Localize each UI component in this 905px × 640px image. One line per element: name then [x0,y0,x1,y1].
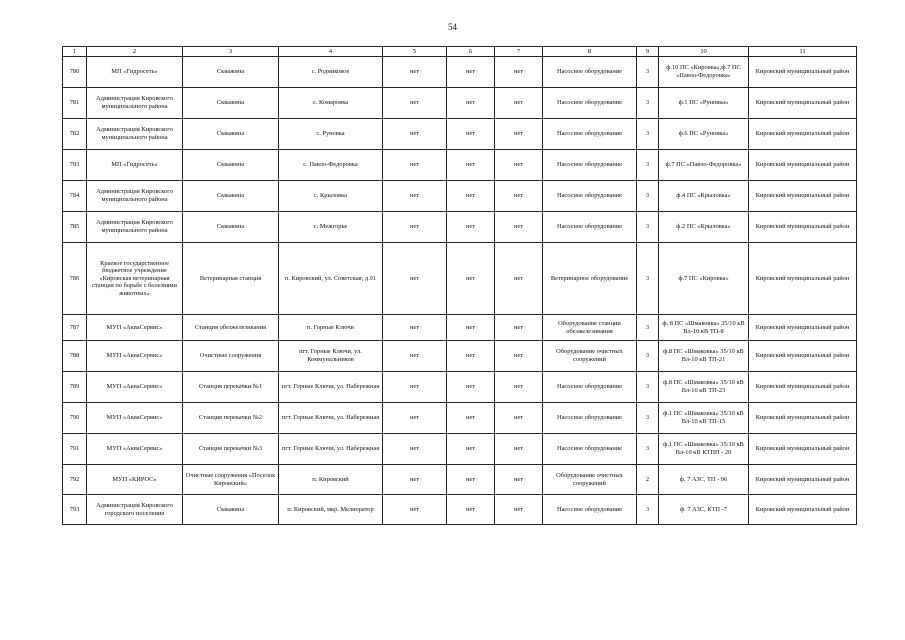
address-cell: с. Павло-Федоровка [279,150,383,181]
category-cell: 3 [637,434,659,465]
col7-cell: нет [495,372,543,403]
district-cell: Кировский муниципальный район [749,372,857,403]
address-cell: с. Руновка [279,119,383,150]
owner-cell: МУП «КИРОС» [87,465,183,495]
owner-cell: Администрация Кировского муниципального района [87,88,183,119]
col7-cell: нет [495,434,543,465]
district-cell: Кировский муниципальный район [749,243,857,315]
table-row [63,341,857,372]
col6-cell: нет [447,403,495,434]
column-header: 1 [63,47,87,57]
facility-cell: Скважина [183,119,279,150]
row-number-cell: 783 [63,150,87,181]
facility-cell: Скважина [183,57,279,88]
col5-cell: нет [383,495,447,525]
col7-cell: нет [495,181,543,212]
col6-cell: нет [447,495,495,525]
column-header: 3 [183,47,279,57]
address-cell: п. Кировский [279,465,383,495]
facility-cell: Станция перекачки №1 [183,372,279,403]
equipment-cell: Оборудование станции обезжелезивания [543,315,637,341]
table-row [63,181,857,212]
row-number-cell: 780 [63,57,87,88]
column-header: 11 [749,47,857,57]
column-header: 2 [87,47,183,57]
row-number-cell: 793 [63,495,87,525]
address-cell: п. Кировский, ул. Советская, д.91 [279,243,383,315]
district-cell: Кировский муниципальный район [749,465,857,495]
col7-cell: нет [495,465,543,495]
power-feeder-cell: ф. 7 АЗС, КТП -7 [659,495,749,525]
district-cell: Кировский муниципальный район [749,181,857,212]
equipment-cell: Насосное оборудование [543,495,637,525]
owner-cell: МП «Гидросеть» [87,57,183,88]
equipment-cell: Насосное оборудование [543,434,637,465]
category-cell: 3 [637,88,659,119]
col7-cell: нет [495,243,543,315]
col5-cell: нет [383,181,447,212]
col5-cell: нет [383,465,447,495]
row-number-cell: 785 [63,212,87,243]
table-row [63,88,857,119]
power-feeder-cell: ф.6 ПС «Руновка» [659,119,749,150]
col6-cell: нет [447,315,495,341]
owner-cell: Администрация Кировского городского поселения [87,495,183,525]
col7-cell: нет [495,119,543,150]
table-row [63,243,857,315]
table-row [63,372,857,403]
col6-cell: нет [447,243,495,315]
facility-cell: Скважина [183,181,279,212]
address-cell: с. Крыловка [279,181,383,212]
facility-cell: Станция перекачки №2 [183,403,279,434]
district-cell: Кировский муниципальный район [749,495,857,525]
district-cell: Кировский муниципальный район [749,57,857,88]
category-cell: 3 [637,57,659,88]
col5-cell: нет [383,315,447,341]
power-feeder-cell: ф.10 ПС «Кировка»,ф.7 ПС «Павло-Федоровка» [659,57,749,88]
owner-cell: МУП «АкваСервис» [87,315,183,341]
column-header: 10 [659,47,749,57]
col5-cell: нет [383,341,447,372]
facility-cell: Очистные сооружения «Поселок Кировский» [183,465,279,495]
table-row [63,315,857,341]
col6-cell: нет [447,434,495,465]
column-header: 4 [279,47,383,57]
address-cell: пгт. Горные Ключи, ул. Набережная [279,434,383,465]
power-feeder-cell: ф.1 ПС «Шмаковка» 35/10 кВ Вл-10 кВ ТП-15 [659,403,749,434]
equipment-cell: Ветеринарное оборудование [543,243,637,315]
owner-cell: МУП «АкваСервис» [87,341,183,372]
equipment-cell: Оборудование очистных сооружений [543,341,637,372]
power-feeder-cell: ф. 7 АЗС, ТП - 96 [659,465,749,495]
district-cell: Кировский муниципальный район [749,403,857,434]
col6-cell: нет [447,341,495,372]
table-row [63,119,857,150]
district-cell: Кировский муниципальный район [749,212,857,243]
power-feeder-cell: ф.4 ПС «Крыловка» [659,181,749,212]
col7-cell: нет [495,403,543,434]
row-number-cell: 784 [63,181,87,212]
row-number-cell: 790 [63,403,87,434]
power-feeder-cell: ф.7 ПС «Павло-Федоровка» [659,150,749,181]
page-number: 54 [448,22,457,32]
category-cell: 3 [637,341,659,372]
col5-cell: нет [383,372,447,403]
table-row [63,403,857,434]
col7-cell: нет [495,341,543,372]
row-number-cell: 786 [63,243,87,315]
address-cell: п. Горные Ключи [279,315,383,341]
district-cell: Кировский муниципальный район [749,434,857,465]
power-feeder-cell: ф.8 ПС «Шмаковка» 35/10 кВ Вл-10 кВ ТП-21 [659,341,749,372]
col7-cell: нет [495,57,543,88]
category-cell: 2 [637,465,659,495]
district-cell: Кировский муниципальный район [749,315,857,341]
col6-cell: нет [447,150,495,181]
col6-cell: нет [447,119,495,150]
owner-cell: МУП «АкваСервис» [87,434,183,465]
col6-cell: нет [447,212,495,243]
column-header: 6 [447,47,495,57]
owner-cell: МП «Гидросеть» [87,150,183,181]
owner-cell: Администрация Кировского муниципального района [87,212,183,243]
address-cell: с. Межгорье [279,212,383,243]
row-number-cell: 788 [63,341,87,372]
owner-cell: МУП «АкваСервис» [87,403,183,434]
address-cell: с. Родниковое [279,57,383,88]
col7-cell: нет [495,315,543,341]
row-number-cell: 792 [63,465,87,495]
power-feeder-cell: ф.1 ПС «Руновка» [659,88,749,119]
power-feeder-cell: ф.2 ПС «Крыловка» [659,212,749,243]
column-number-row [63,47,857,57]
owner-cell: МУП «АкваСервис» [87,372,183,403]
owner-cell: Администрация Кировского муниципального района [87,181,183,212]
col7-cell: нет [495,88,543,119]
category-cell: 3 [637,495,659,525]
column-header: 8 [543,47,637,57]
equipment-cell: Насосное оборудование [543,88,637,119]
table-row [63,212,857,243]
power-feeder-cell: ф.7 ПС «Кировка» [659,243,749,315]
col5-cell: нет [383,243,447,315]
facilities-table [62,46,857,525]
district-cell: Кировский муниципальный район [749,150,857,181]
facility-cell: Скважина [183,495,279,525]
facility-cell: Станция перекачки №3 [183,434,279,465]
district-cell: Кировский муниципальный район [749,341,857,372]
category-cell: 3 [637,315,659,341]
facility-cell: Станция обезжелезивания [183,315,279,341]
column-header: 7 [495,47,543,57]
owner-cell: Краевое государственное бюджетное учреждение «Кировская ветеринарная станция по борьбе с болезнями животных» [87,243,183,315]
col6-cell: нет [447,372,495,403]
row-number-cell: 789 [63,372,87,403]
row-number-cell: 782 [63,119,87,150]
column-header: 9 [637,47,659,57]
power-feeder-cell: ф.1 ПС «Шмаковка» 35/10 кВ Вл-10 кВ КТПН - 20 [659,434,749,465]
equipment-cell: Насосное оборудование [543,372,637,403]
col5-cell: нет [383,88,447,119]
col7-cell: нет [495,150,543,181]
row-number-cell: 781 [63,88,87,119]
category-cell: 3 [637,212,659,243]
equipment-cell: Насосное оборудование [543,119,637,150]
col5-cell: нет [383,119,447,150]
equipment-cell: Оборудование очистных сооружений [543,465,637,495]
address-cell: п. Кировский, мкр. Мелиоратор [279,495,383,525]
facility-cell: Скважина [183,212,279,243]
equipment-cell: Насосное оборудование [543,150,637,181]
owner-cell: Администрация Кировского муниципального района [87,119,183,150]
col5-cell: нет [383,434,447,465]
col7-cell: нет [495,495,543,525]
equipment-cell: Насосное оборудование [543,181,637,212]
col5-cell: нет [383,57,447,88]
table-row [63,465,857,495]
address-cell: пгт. Горные Ключи, ул. Набережная [279,403,383,434]
column-header: 5 [383,47,447,57]
category-cell: 3 [637,181,659,212]
power-feeder-cell: ф. 8 ПС «Шмаковка» 35/10 кВ Вл-10 кВ ТП-8 [659,315,749,341]
power-feeder-cell: ф.8 ПС «Шмаковка» 35/10 кВ Вл-10 кВ ТП-23 [659,372,749,403]
table-row [63,434,857,465]
table-row [63,57,857,88]
col5-cell: нет [383,150,447,181]
address-cell: пгт. Горные Ключи, ул. Набережная [279,372,383,403]
address-cell: с. Комаровка [279,88,383,119]
category-cell: 3 [637,403,659,434]
category-cell: 3 [637,150,659,181]
col5-cell: нет [383,212,447,243]
facility-cell: Очистные сооружения [183,341,279,372]
col7-cell: нет [495,212,543,243]
col6-cell: нет [447,57,495,88]
address-cell: пгт. Горные Ключи, ул. Коммунальников [279,341,383,372]
row-number-cell: 787 [63,315,87,341]
col6-cell: нет [447,88,495,119]
table-row [63,495,857,525]
table-row [63,150,857,181]
equipment-cell: Насосное оборудование [543,403,637,434]
category-cell: 3 [637,243,659,315]
district-cell: Кировский муниципальный район [749,119,857,150]
facility-cell: Скважина [183,88,279,119]
facility-cell: Скважина [183,150,279,181]
equipment-cell: Насосное оборудование [543,57,637,88]
row-number-cell: 791 [63,434,87,465]
col6-cell: нет [447,181,495,212]
category-cell: 3 [637,119,659,150]
category-cell: 3 [637,372,659,403]
col6-cell: нет [447,465,495,495]
facility-cell: Ветеринарная станция [183,243,279,315]
col5-cell: нет [383,403,447,434]
district-cell: Кировский муниципальный район [749,88,857,119]
equipment-cell: Насосное оборудование [543,212,637,243]
